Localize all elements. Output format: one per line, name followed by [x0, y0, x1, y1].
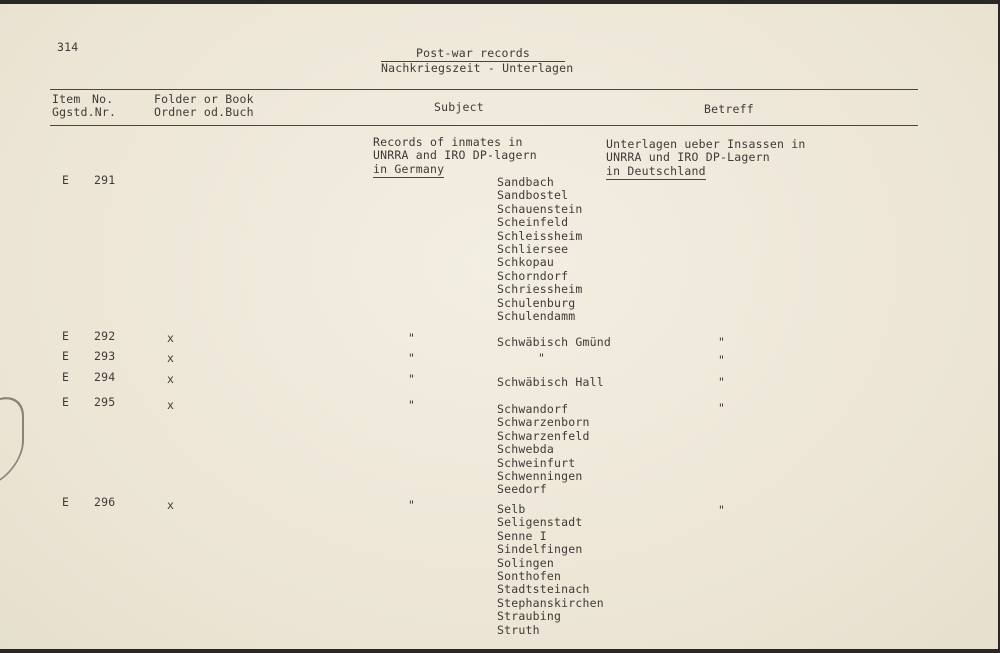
entry-subject-ditto: " [408, 498, 416, 512]
entry-folder-mark: x [167, 351, 175, 365]
place-name: Schwandorf [497, 402, 569, 416]
header-item: Item [52, 92, 81, 106]
entry-item: E [62, 495, 70, 509]
place-name: Seedorf [497, 482, 547, 497]
entry-folder-mark: x [167, 372, 175, 386]
place-name: Seligenstadt [497, 515, 583, 530]
header-betreff: Betreff [704, 102, 754, 116]
header-folder: Folder or Book [154, 92, 254, 106]
entry-place-list [497, 503, 604, 637]
place-name: Senne I [497, 528, 547, 543]
place-name: Scheinfeld [497, 215, 569, 230]
place-name: Schulenburg [497, 295, 576, 310]
place-name: Stadtsteinach [497, 582, 590, 597]
place-name: " [538, 351, 546, 365]
place-name: Struth [497, 622, 540, 637]
place-name: Schauenstein [497, 201, 583, 216]
entry-place-list [497, 403, 590, 497]
entry-betreff-ditto: " [718, 353, 726, 367]
place-name: Schwäbisch Gmünd [497, 335, 611, 349]
betreff-intro-line: UNRRA und IRO DP-Lagern [606, 150, 770, 165]
place-name: Sandbostel [497, 188, 569, 203]
header-ggstd: Ggstd.Nr. [52, 105, 117, 119]
entry-betreff-ditto: " [718, 335, 726, 349]
place-name: Schleissheim [497, 228, 583, 243]
place-name: Schwarzenborn [497, 415, 590, 430]
header-top-rule [50, 89, 918, 90]
place-name: Schweinfurt [497, 455, 576, 470]
entry-folder-mark: x [167, 398, 175, 412]
entry-number: 296 [94, 495, 116, 509]
page-tab-edge [0, 386, 24, 490]
entry-subject-ditto: " [408, 398, 416, 412]
entry-subject-ditto: " [408, 351, 416, 365]
page-number: 314 [57, 40, 79, 54]
entry-betreff-ditto: " [718, 375, 726, 389]
entry-item: E [62, 370, 70, 384]
header-subject: Subject [434, 100, 484, 114]
subject-intro-english [373, 136, 537, 176]
entry-item: E [62, 329, 70, 343]
subject-intro-line: in Germany [373, 161, 445, 176]
entry-betreff-ditto: " [718, 401, 726, 415]
place-name: Stephanskirchen [497, 595, 604, 610]
place-name: Schriessheim [497, 282, 583, 297]
betreff-intro-line: Unterlagen ueber Insassen in [606, 137, 806, 151]
place-name: Schulendamm [497, 308, 576, 323]
entry-item: E [62, 349, 70, 363]
subject-intro-line: Records of inmates in [373, 135, 523, 149]
betreff-intro-line: in Deutschland [606, 163, 706, 178]
place-name: Schkopau [497, 255, 554, 270]
entry-number: 293 [94, 349, 116, 363]
header-ordner: Ordner od.Buch [154, 105, 254, 119]
place-name: Solingen [497, 555, 554, 570]
place-name: Schwarzenfeld [497, 428, 590, 443]
place-name: Selb [497, 502, 526, 516]
place-name: Sonthofen [497, 568, 562, 583]
entry-folder-mark: x [167, 498, 175, 512]
title-german: Nachkriegszeit - Unterlagen [381, 61, 574, 75]
entry-number: 295 [94, 395, 116, 409]
subject-intro-line: UNRRA and IRO DP-lagern [373, 148, 537, 163]
entry-betreff-ditto: " [718, 503, 726, 517]
place-name: Schorndorf [497, 268, 569, 283]
entry-number: 292 [94, 329, 116, 343]
header-bottom-rule [50, 125, 918, 126]
place-name: Sandbach [497, 175, 554, 189]
header-no: No. [92, 92, 114, 106]
place-name: Schwäbisch Hall [497, 375, 604, 389]
entry-item: E [62, 395, 70, 409]
entry-subject-ditto: " [408, 331, 416, 345]
place-name: Schwebda [497, 442, 554, 457]
place-name: Straubing [497, 609, 562, 624]
entry-item: E [62, 173, 70, 187]
subject-intro-german [606, 138, 805, 178]
entry-number: 294 [94, 370, 116, 384]
entry-place-list [497, 176, 582, 323]
place-name: Sindelfingen [497, 542, 583, 557]
entry-subject-ditto: " [408, 372, 416, 386]
title-english: Post-war records [381, 47, 565, 62]
entry-folder-mark: x [167, 331, 175, 345]
entry-number: 291 [94, 173, 116, 187]
place-name: Schliersee [497, 241, 569, 256]
place-name: Schwenningen [497, 468, 583, 483]
document-page [0, 4, 998, 649]
